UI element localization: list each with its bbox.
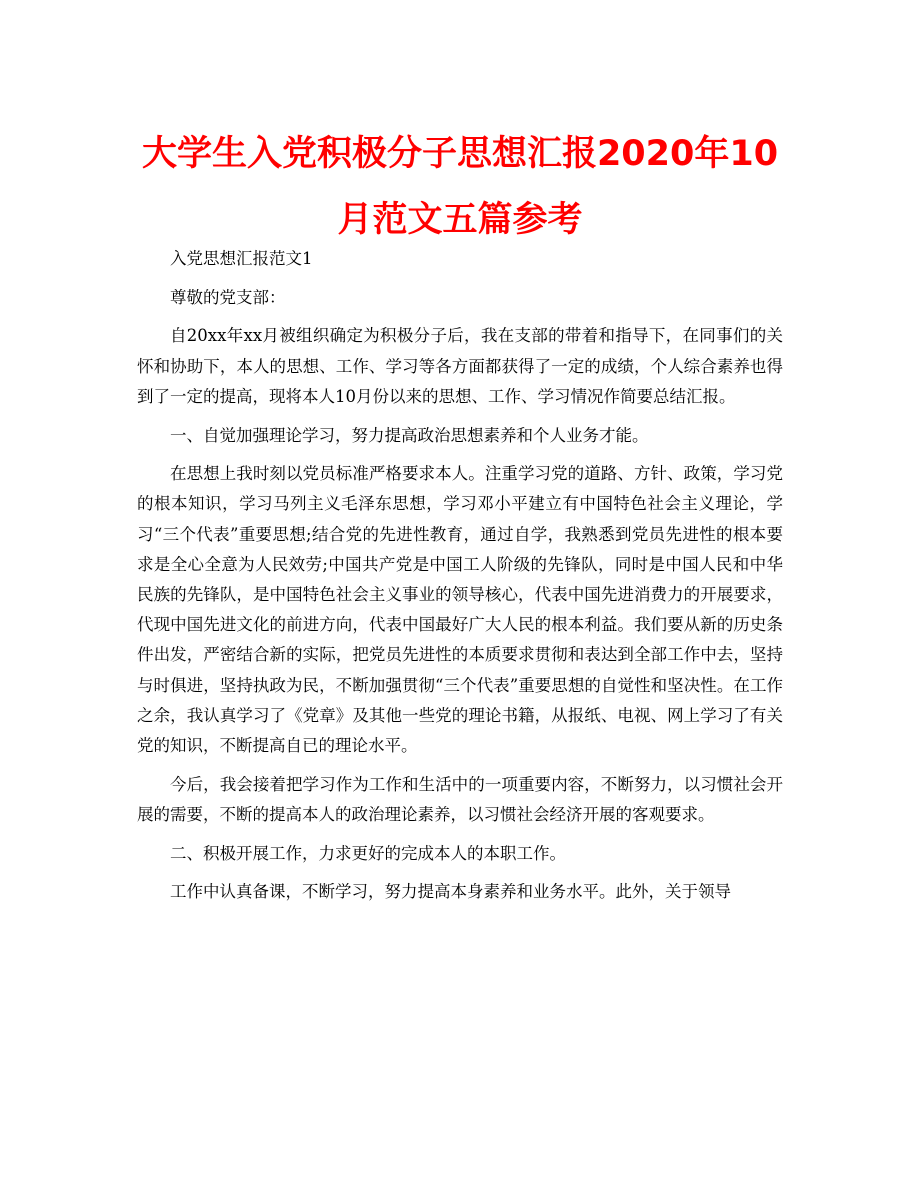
paragraph-future: 今后，我会接着把学习作为工作和生活中的一项重要内容，不断努力，以习惯社会开展的需要，不断的提高本人的政治理论素养，以习惯社会经济开展的客观要求。 xyxy=(137,774,783,824)
document-title-line-1: 大学生入党积极分子思想汇报2020年10 xyxy=(141,134,779,174)
paragraph-theory: 在思想上我时刻以党员标准严格要求本人。注重学习党的道路、方针、政策，学习党的根本知识，学习马列主义毛泽东思想，学习邓小平建立有中国特色社会主义理论，学习“三个代表”重要思想;结合党的先进性教育，通过自学，我熟悉到党员先进性的根本要求是全心全意为人民效劳;中国共产党是中国工人阶级的先锋队，同时是中国人民和中华民族的先锋队，是中国特色社会主义事业的领导核心，代表中国先进消费力的开展要求，代现中国先进文化的前进方向，代表中国最好广大人民的根本利益。我们要从新的历史条件出发，严密结合新的实际，把党员先进性的本质要求贯彻和表达到全部工作中去，坚持与时俱进，坚持执政为民，不断加强贯彻“三个代表”重要思想的自觉性和坚决性。在工作之余，我认真学习了《党章》及其他一些党的理论书籍，从报纸、电视、网上学习了有关党的知识，不断提高自已的理论水平。 xyxy=(137,464,783,756)
paragraph-work: 工作中认真备课，不断学习，努力提高本身素养和业务水平。此外，关于领导 xyxy=(170,882,731,902)
paragraph-intro: 自20xx年xx月被组织确定为积极分子后，我在支部的带着和指导下，在同事们的关怀和协助下，本人的思想、工作、学习等各方面都获得了一定的成绩，个人综合素养也得到了一定的提高，现将本人10月份以来的思想、工作、学习情况作简要总结汇报。 xyxy=(137,326,783,406)
document-body xyxy=(137,244,783,916)
salutation: 尊敬的党支部： xyxy=(170,287,286,307)
document-title-line-2: 月范文五篇参考 xyxy=(337,200,583,240)
essay-heading: 入党思想汇报范文1 xyxy=(170,249,313,268)
section-heading-2: 二、积极开展工作，力求更好的完成本人的本职工作。 xyxy=(170,843,566,863)
section-heading-1: 一、自觉加强理论学习，努力提高政治思想素养和个人业务才能。 xyxy=(170,425,649,445)
